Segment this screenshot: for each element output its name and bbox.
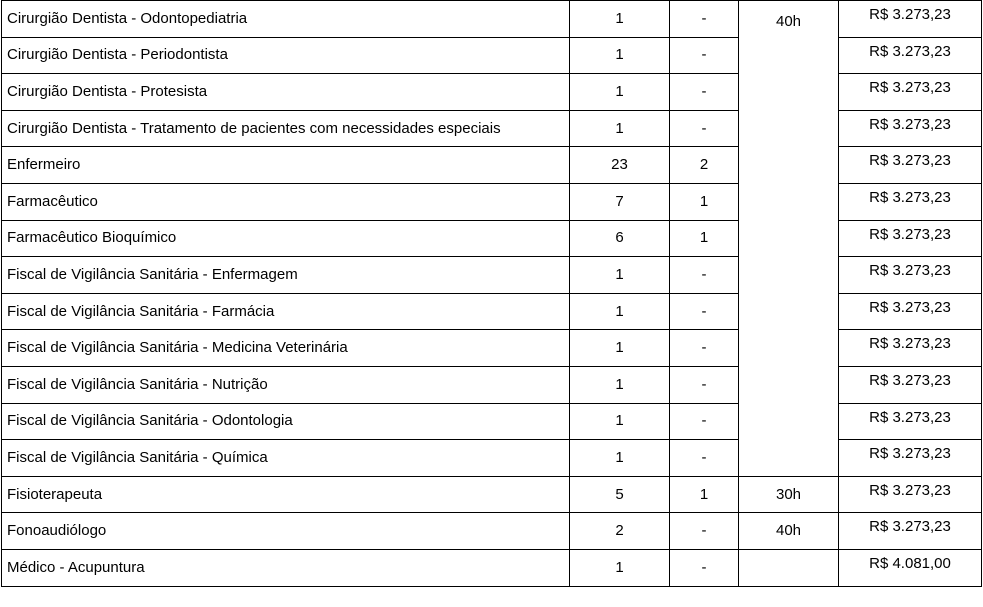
pcd-vacancies-cell: - [670,74,739,111]
vacancies-cell: 2 [570,513,670,550]
table-row [2,1,982,38]
vacancies-cell: 5 [570,476,670,513]
pcd-vacancies-cell: - [670,403,739,440]
vacancies-cell: 1 [570,549,670,586]
salary-cell: R$ 3.273,23 [839,147,982,184]
job-title-cell: Cirurgião Dentista - Protesista [2,74,570,111]
workload-cell: 40h [739,513,839,550]
vacancies-cell: 1 [570,440,670,477]
table-row [2,513,982,550]
pcd-vacancies-cell: - [670,110,739,147]
vacancies-cell: 7 [570,183,670,220]
pcd-vacancies-cell: 1 [670,183,739,220]
salary-cell: R$ 3.273,23 [839,513,982,550]
vacancies-cell: 1 [570,366,670,403]
salary-cell: R$ 3.273,23 [839,403,982,440]
pcd-vacancies-cell: - [670,440,739,477]
pcd-vacancies-cell: - [670,549,739,586]
vacancies-cell: 1 [570,1,670,38]
workload-cell: 40h [739,1,839,477]
salary-cell: R$ 3.273,23 [839,1,982,38]
vacancies-cell: 1 [570,257,670,294]
job-title-cell: Fiscal de Vigilância Sanitária - Farmácia [2,293,570,330]
salary-cell: R$ 4.081,00 [839,549,982,586]
salary-cell: R$ 3.273,23 [839,330,982,367]
table-row [2,476,982,513]
job-title-cell: Fiscal de Vigilância Sanitária - Nutrição [2,366,570,403]
vacancies-cell: 1 [570,330,670,367]
job-title-cell: Médico - Acupuntura [2,549,570,586]
vacancies-cell: 1 [570,74,670,111]
salary-cell: R$ 3.273,23 [839,220,982,257]
job-title-cell: Farmacêutico [2,183,570,220]
pcd-vacancies-cell: - [670,513,739,550]
salary-cell: R$ 3.273,23 [839,74,982,111]
salary-cell: R$ 3.273,23 [839,440,982,477]
job-title-cell: Enfermeiro [2,147,570,184]
workload-cell [739,549,839,586]
job-title-cell: Farmacêutico Bioquímico [2,220,570,257]
table-row [2,549,982,586]
salary-cell: R$ 3.273,23 [839,37,982,74]
job-title-cell: Fiscal de Vigilância Sanitária - Enfermagem [2,257,570,294]
pcd-vacancies-cell: 2 [670,147,739,184]
salary-cell: R$ 3.273,23 [839,476,982,513]
vacancies-cell: 23 [570,147,670,184]
pcd-vacancies-cell: - [670,293,739,330]
vacancies-cell: 1 [570,110,670,147]
job-title-cell: Cirurgião Dentista - Tratamento de pacientes com necessidades especiais [2,110,570,147]
salary-cell: R$ 3.273,23 [839,293,982,330]
vacancies-cell: 1 [570,293,670,330]
vacancies-cell: 1 [570,403,670,440]
pcd-vacancies-cell: - [670,366,739,403]
salary-cell: R$ 3.273,23 [839,257,982,294]
salary-cell: R$ 3.273,23 [839,110,982,147]
workload-cell: 30h [739,476,839,513]
job-title-cell: Cirurgião Dentista - Odontopediatria [2,1,570,38]
job-title-cell: Fisioterapeuta [2,476,570,513]
job-title-cell: Fiscal de Vigilância Sanitária - Medicina Veterinária [2,330,570,367]
pcd-vacancies-cell: 1 [670,476,739,513]
pcd-vacancies-cell: - [670,37,739,74]
job-title-cell: Fonoaudiólogo [2,513,570,550]
pcd-vacancies-cell: - [670,257,739,294]
pcd-vacancies-cell: 1 [670,220,739,257]
vacancies-cell: 6 [570,220,670,257]
job-title-cell: Cirurgião Dentista - Periodontista [2,37,570,74]
positions-table [1,0,982,587]
vacancies-cell: 1 [570,37,670,74]
job-title-cell: Fiscal de Vigilância Sanitária - Química [2,440,570,477]
salary-cell: R$ 3.273,23 [839,366,982,403]
pcd-vacancies-cell: - [670,330,739,367]
job-title-cell: Fiscal de Vigilância Sanitária - Odontologia [2,403,570,440]
salary-cell: R$ 3.273,23 [839,183,982,220]
pcd-vacancies-cell: - [670,1,739,38]
